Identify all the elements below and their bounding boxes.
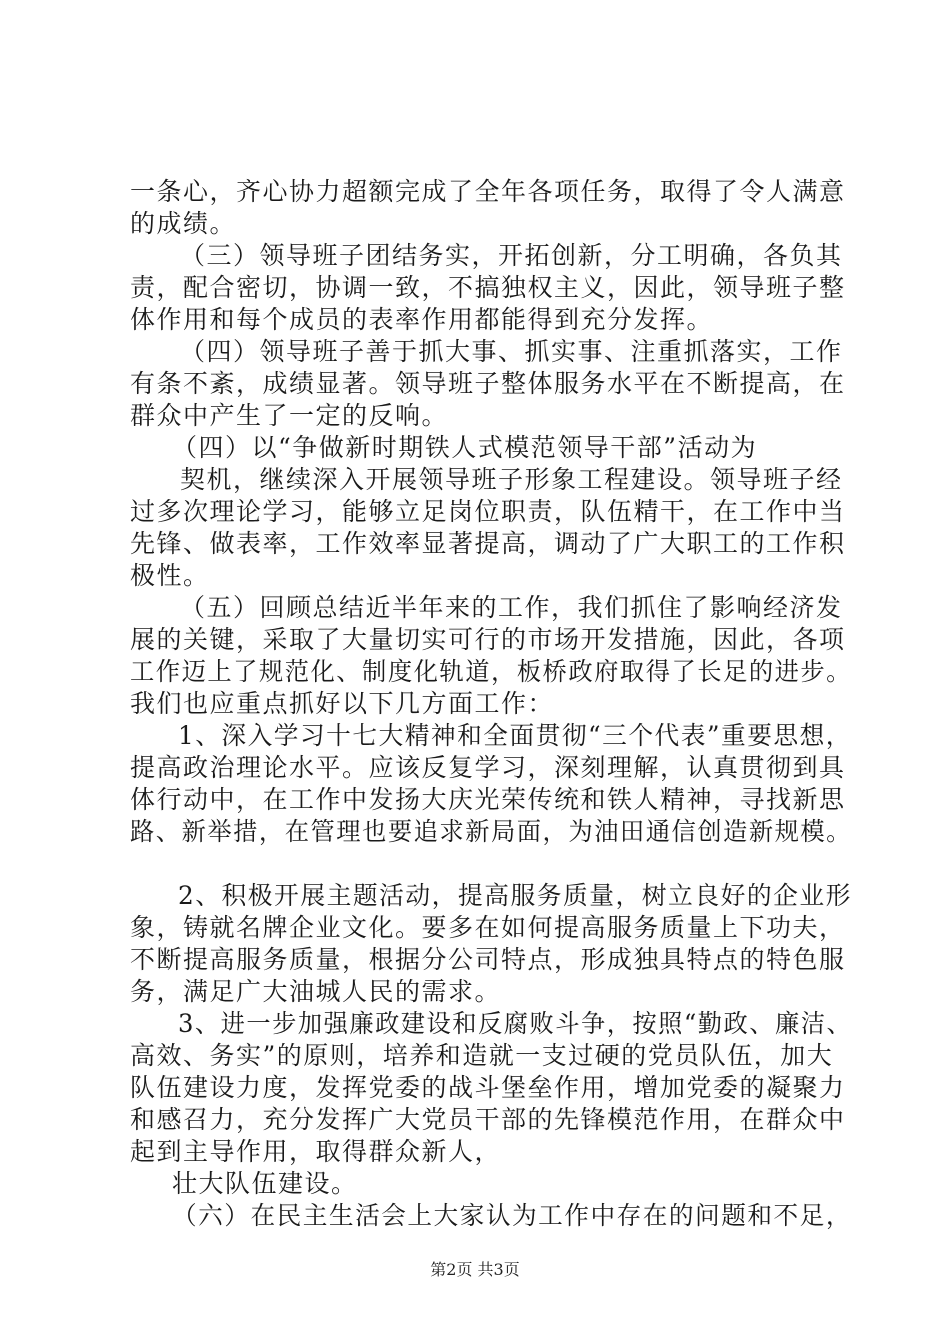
text-line: 我们也应重点抓好以下几方面工作： [130, 689, 555, 718]
text-line: （六）在民主生活会上大家认为工作中存在的问题和不足， [172, 1201, 852, 1230]
text-line: 2、积极开展主题活动，提高服务质量，树立良好的企业形 [178, 881, 852, 910]
text-line: 1、深入学习十七大精神和全面贯彻“三个代表”重要思想， [178, 721, 853, 750]
text-line: 起到主导作用，取得群众新人， [130, 1137, 502, 1166]
page-number-footer: 第2页 共3页 [430, 1260, 520, 1279]
text-line: 契机，继续深入开展领导班子形象工程建设。领导班子经 [180, 465, 843, 494]
text-line: 壮大队伍建设。 [172, 1169, 358, 1198]
text-line: 极性。 [130, 561, 210, 590]
text-line: 3、进一步加强廉政建设和反腐败斗争，按照“勤政、廉洁、 [178, 1009, 853, 1038]
text-line: 的成绩。 [130, 209, 237, 238]
text-line: 群众中产生了一定的反响。 [130, 401, 449, 430]
text-line: 展的关键，采取了大量切实可行的市场开发措施，因此，各项 [130, 625, 846, 654]
text-line: （四）以“争做新时期铁人式模范领导干部”活动为 [172, 433, 758, 462]
text-line: （四）领导班子善于抓大事、抓实事、注重抓落实，工作 [180, 337, 843, 366]
text-line: 象，铸就名牌企业文化。要多在如何提高服务质量上下功夫， [130, 913, 846, 942]
text-line: 体行动中，在工作中发扬大庆光荣传统和铁人精神，寻找新思 [130, 785, 846, 814]
text-line: 路、新举措，在管理也要追求新局面，为油田通信创造新规模。 [130, 817, 852, 846]
text-line: （三）领导班子团结务实，开拓创新，分工明确，各负其 [180, 241, 843, 270]
text-line: 高效、务实”的原则，培养和造就一支过硬的党员队伍，加大 [130, 1041, 834, 1070]
text-line: 一条心，齐心协力超额完成了全年各项任务，取得了令人满意 [130, 177, 846, 206]
text-line: 不断提高服务质量，根据分公司特点，形成独具特点的特色服 [130, 945, 846, 974]
text-line: 先锋、做表率，工作效率显著提高，调动了广大职工的工作积 [130, 529, 846, 558]
text-line: 队伍建设力度，发挥党委的战斗堡垒作用，增加党委的凝聚力 [130, 1073, 846, 1102]
text-line: 过多次理论学习，能够立足岗位职责，队伍精干，在工作中当 [130, 497, 846, 526]
text-line: 和感召力，充分发挥广大党员干部的先锋模范作用，在群众中 [130, 1105, 846, 1134]
text-line: （五）回顾总结近半年来的工作，我们抓住了影响经济发 [180, 593, 843, 622]
text-line: 务，满足广大油城人民的需求。 [130, 977, 502, 1006]
text-line: 体作用和每个成员的表率作用都能得到充分发挥。 [130, 305, 714, 334]
text-line: 责，配合密切，协调一致，不搞独权主义，因此，领导班子整 [130, 273, 846, 302]
text-line: 工作迈上了规范化、制度化轨道，板桥政府取得了长足的进步。 [130, 657, 852, 686]
text-line: 有条不紊，成绩显著。领导班子整体服务水平在不断提高，在 [130, 369, 846, 398]
text-line: 提高政治理论水平。应该反复学习，深刻理解，认真贯彻到具 [130, 753, 846, 782]
